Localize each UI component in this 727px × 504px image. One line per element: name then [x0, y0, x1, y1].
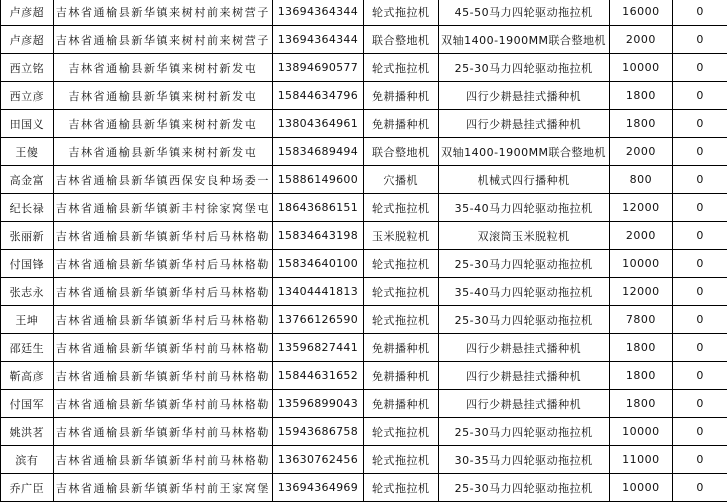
phone-cell[interactable]: 13694364344 [272, 26, 363, 54]
machine-model-cell[interactable]: 四行少耕悬挂式播种机 [438, 390, 609, 418]
table-row [1, 166, 727, 194]
phone-cell[interactable]: 13694364969 [272, 474, 363, 502]
address-cell[interactable]: 吉林省通榆县新华镇新华村前马林格勒 [53, 334, 272, 362]
extra-amount-cell[interactable]: 0 [673, 474, 727, 502]
extra-amount-cell[interactable]: 0 [673, 194, 727, 222]
machine-type-cell[interactable]: 免耕播种机 [363, 334, 438, 362]
phone-cell[interactable]: 13596899043 [272, 390, 363, 418]
table-row [1, 138, 727, 166]
table-row [1, 446, 727, 474]
address-cell[interactable]: 吉林省通榆县新华镇新华村前马林格勒 [53, 446, 272, 474]
phone-cell[interactable]: 13766126590 [272, 306, 363, 334]
name-cell[interactable]: 卢彦超 [1, 26, 54, 54]
table-row [1, 306, 727, 334]
machine-model-cell[interactable]: 25-30马力四轮驱动拖拉机 [438, 474, 609, 502]
name-cell[interactable]: 王坤 [1, 306, 54, 334]
amount-cell[interactable]: 12000 [609, 194, 673, 222]
machine-type-cell[interactable]: 轮式拖拉机 [363, 474, 438, 502]
machine-model-cell[interactable]: 30-35马力四轮驱动拖拉机 [438, 446, 609, 474]
table-row [1, 474, 727, 502]
table-row [1, 278, 727, 306]
extra-amount-cell[interactable]: 0 [673, 82, 727, 110]
extra-amount-cell[interactable]: 0 [673, 390, 727, 418]
name-cell[interactable]: 姚洪茗 [1, 418, 54, 446]
machine-model-cell[interactable]: 25-30马力四轮驱动拖拉机 [438, 418, 609, 446]
extra-amount-cell[interactable]: 0 [673, 278, 727, 306]
machine-model-cell[interactable]: 25-30马力四轮驱动拖拉机 [438, 54, 609, 82]
machine-model-cell[interactable]: 双滚筒玉米脱粒机 [438, 222, 609, 250]
name-cell[interactable]: 卢彦超 [1, 0, 54, 26]
extra-amount-cell[interactable]: 0 [673, 166, 727, 194]
amount-cell[interactable]: 1800 [609, 334, 673, 362]
name-cell[interactable]: 西立彦 [1, 82, 54, 110]
amount-cell[interactable]: 10000 [609, 474, 673, 502]
amount-cell[interactable]: 11000 [609, 446, 673, 474]
phone-cell[interactable]: 15844634796 [272, 82, 363, 110]
address-cell[interactable]: 吉林省通榆县新华镇西保安良种场委一 [53, 166, 272, 194]
amount-cell[interactable]: 1800 [609, 362, 673, 390]
name-cell[interactable]: 乔广臣 [1, 474, 54, 502]
machine-model-cell[interactable]: 25-30马力四轮驱动拖拉机 [438, 306, 609, 334]
phone-cell[interactable]: 13894690577 [272, 54, 363, 82]
amount-cell[interactable]: 10000 [609, 250, 673, 278]
phone-cell[interactable]: 15943686758 [272, 418, 363, 446]
address-cell[interactable]: 吉林省通榆县新华镇新华村后马林格勒 [53, 306, 272, 334]
machine-type-cell[interactable]: 轮式拖拉机 [363, 446, 438, 474]
name-cell[interactable]: 邵廷生 [1, 334, 54, 362]
machine-model-cell[interactable]: 四行少耕悬挂式播种机 [438, 82, 609, 110]
phone-cell[interactable]: 15886149600 [272, 166, 363, 194]
extra-amount-cell[interactable]: 0 [673, 110, 727, 138]
machine-type-cell[interactable]: 轮式拖拉机 [363, 0, 438, 26]
address-cell[interactable]: 吉林省通榆县新华镇来树村前来树营子 [53, 26, 272, 54]
amount-cell[interactable]: 2000 [609, 222, 673, 250]
table-row [1, 362, 727, 390]
phone-cell[interactable]: 13596827441 [272, 334, 363, 362]
table-row [1, 26, 727, 54]
machine-type-cell[interactable]: 轮式拖拉机 [363, 54, 438, 82]
table-row [1, 222, 727, 250]
machine-type-cell[interactable]: 轮式拖拉机 [363, 278, 438, 306]
amount-cell[interactable]: 1800 [609, 110, 673, 138]
amount-cell[interactable]: 12000 [609, 278, 673, 306]
machine-type-cell[interactable]: 联合整地机 [363, 138, 438, 166]
machine-type-cell[interactable]: 免耕播种机 [363, 390, 438, 418]
address-cell[interactable]: 吉林省通榆县新华镇新华村前马林格勒 [53, 390, 272, 418]
extra-amount-cell[interactable]: 0 [673, 446, 727, 474]
amount-cell[interactable]: 10000 [609, 418, 673, 446]
name-cell[interactable]: 纪长禄 [1, 194, 54, 222]
phone-cell[interactable]: 15834689494 [272, 138, 363, 166]
amount-cell[interactable]: 10000 [609, 54, 673, 82]
machine-model-cell[interactable]: 机械式四行播种机 [438, 166, 609, 194]
extra-amount-cell[interactable]: 0 [673, 334, 727, 362]
table-row [1, 110, 727, 138]
table-row [1, 418, 727, 446]
table-row [1, 82, 727, 110]
machine-type-cell[interactable]: 轮式拖拉机 [363, 306, 438, 334]
machine-type-cell[interactable]: 玉米脱粒机 [363, 222, 438, 250]
extra-amount-cell[interactable]: 0 [673, 222, 727, 250]
amount-cell[interactable]: 1800 [609, 82, 673, 110]
phone-cell[interactable]: 15844631652 [272, 362, 363, 390]
machine-model-cell[interactable]: 45-50马力四轮驱动拖拉机 [438, 0, 609, 26]
machine-model-cell[interactable]: 四行少耕悬挂式播种机 [438, 362, 609, 390]
extra-amount-cell[interactable]: 0 [673, 26, 727, 54]
address-cell[interactable]: 吉林省通榆县新华镇新华村前马林格勒 [53, 362, 272, 390]
machine-model-cell[interactable]: 25-30马力四轮驱动拖拉机 [438, 250, 609, 278]
extra-amount-cell[interactable]: 0 [673, 362, 727, 390]
table-row [1, 0, 727, 26]
machine-type-cell[interactable]: 联合整地机 [363, 26, 438, 54]
phone-cell[interactable]: 18643686151 [272, 194, 363, 222]
extra-amount-cell[interactable]: 0 [673, 0, 727, 26]
table-row [1, 390, 727, 418]
name-cell[interactable]: 高金富 [1, 166, 54, 194]
machine-model-cell[interactable]: 双轴1400-1900MM联合整地机 [438, 138, 609, 166]
address-cell[interactable]: 吉林省通榆县新华镇新华村后马林格勒 [53, 222, 272, 250]
extra-amount-cell[interactable]: 0 [673, 306, 727, 334]
machine-type-cell[interactable]: 免耕播种机 [363, 82, 438, 110]
amount-cell[interactable]: 1800 [609, 390, 673, 418]
phone-cell[interactable]: 13630762456 [272, 446, 363, 474]
name-cell[interactable]: 西立铭 [1, 54, 54, 82]
machine-type-cell[interactable]: 免耕播种机 [363, 362, 438, 390]
extra-amount-cell[interactable]: 0 [673, 54, 727, 82]
address-cell[interactable]: 吉林省通榆县新华镇来树村新发屯 [53, 110, 272, 138]
address-cell[interactable]: 吉林省通榆县新华镇新华村后马林格勒 [53, 278, 272, 306]
machine-type-cell[interactable]: 穴播机 [363, 166, 438, 194]
phone-cell[interactable]: 13404441813 [272, 278, 363, 306]
machine-model-cell[interactable]: 35-40马力四轮驱动拖拉机 [438, 194, 609, 222]
name-cell[interactable]: 付国锋 [1, 250, 54, 278]
table-row [1, 250, 727, 278]
amount-cell[interactable]: 16000 [609, 0, 673, 26]
phone-cell[interactable]: 15834643198 [272, 222, 363, 250]
address-cell[interactable]: 吉林省通榆县新华镇新华村前马林格勒 [53, 418, 272, 446]
name-cell[interactable]: 张志永 [1, 278, 54, 306]
machine-model-cell[interactable]: 双轴1400-1900MM联合整地机 [438, 26, 609, 54]
address-cell[interactable]: 吉林省通榆县新华镇新华村前王家窝堡 [53, 474, 272, 502]
amount-cell[interactable]: 2000 [609, 26, 673, 54]
amount-cell[interactable]: 800 [609, 166, 673, 194]
machine-type-cell[interactable]: 轮式拖拉机 [363, 418, 438, 446]
address-cell[interactable]: 吉林省通榆县新华镇来树村新发屯 [53, 54, 272, 82]
address-cell[interactable]: 吉林省通榆县新华镇来树村前来树营子 [53, 0, 272, 26]
phone-cell[interactable]: 13804364961 [272, 110, 363, 138]
name-cell[interactable]: 田国义 [1, 110, 54, 138]
name-cell[interactable]: 张丽新 [1, 222, 54, 250]
name-cell[interactable]: 王傻 [1, 138, 54, 166]
extra-amount-cell[interactable]: 0 [673, 138, 727, 166]
phone-cell[interactable]: 15834640100 [272, 250, 363, 278]
name-cell[interactable]: 靳高彦 [1, 362, 54, 390]
address-cell[interactable]: 吉林省通榆县新华镇来树村新发屯 [53, 138, 272, 166]
machine-model-cell[interactable]: 35-40马力四轮驱动拖拉机 [438, 278, 609, 306]
table-row [1, 54, 727, 82]
amount-cell[interactable]: 7800 [609, 306, 673, 334]
address-cell[interactable]: 吉林省通榆县新华镇新华村后马林格勒 [53, 250, 272, 278]
amount-cell[interactable]: 2000 [609, 138, 673, 166]
machine-type-cell[interactable]: 免耕播种机 [363, 110, 438, 138]
table-row [1, 334, 727, 362]
extra-amount-cell[interactable]: 0 [673, 418, 727, 446]
table-body [1, 0, 727, 502]
name-cell[interactable]: 付国军 [1, 390, 54, 418]
table-row [1, 194, 727, 222]
machine-type-cell[interactable]: 轮式拖拉机 [363, 250, 438, 278]
machine-type-cell[interactable]: 轮式拖拉机 [363, 194, 438, 222]
address-cell[interactable]: 吉林省通榆县新华镇新丰村徐家窝堡屯 [53, 194, 272, 222]
machine-model-cell[interactable]: 四行少耕悬挂式播种机 [438, 334, 609, 362]
machine-model-cell[interactable]: 四行少耕悬挂式播种机 [438, 110, 609, 138]
name-cell[interactable]: 滨有 [1, 446, 54, 474]
address-cell[interactable]: 吉林省通榆县新华镇来树村新发屯 [53, 82, 272, 110]
extra-amount-cell[interactable]: 0 [673, 250, 727, 278]
phone-cell[interactable]: 13694364344 [272, 0, 363, 26]
